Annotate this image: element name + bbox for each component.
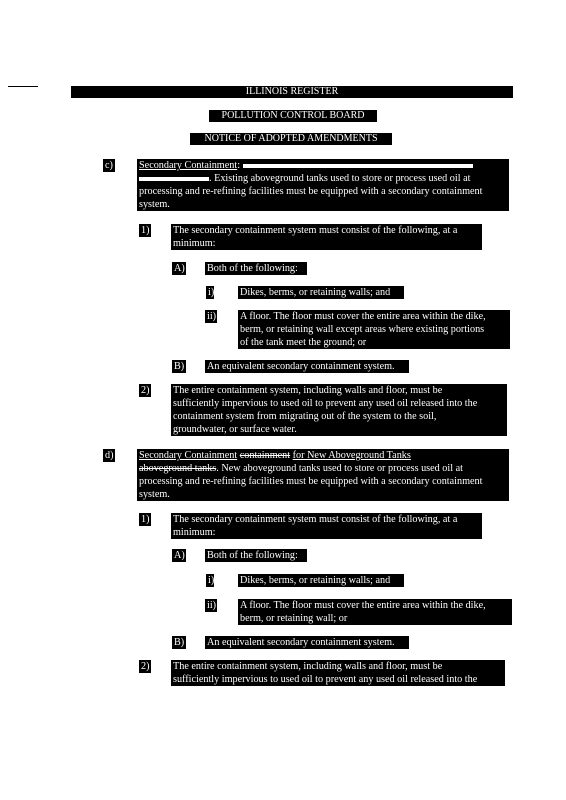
register-title: ILLINOIS REGISTER (245, 86, 339, 97)
d1ai-marker-text: i) (208, 575, 215, 586)
d2-line2: sufficiently impervious to used oil to prevent any used oil released into the (173, 674, 478, 685)
c1a-text (205, 262, 307, 275)
c1a-marker (172, 262, 186, 275)
section-c-line1: Secondary Containment: (139, 159, 507, 172)
d1-marker (139, 513, 151, 526)
c2-marker (139, 384, 151, 397)
section-d-marker (103, 449, 115, 462)
c1-marker (139, 224, 151, 237)
d1aii-marker (205, 599, 217, 612)
c1aii-line2: berm, or retaining wall except areas where existing portions (240, 324, 485, 335)
c1aii-line3: of the tank meet the ground; or (240, 337, 367, 348)
c2-marker-text: 2) (141, 385, 150, 396)
c1-paragraph (171, 224, 482, 250)
section-c-paragraph (137, 159, 509, 211)
section-d-heading: Secondary Containment (139, 450, 238, 461)
section-d-line2-text: . New aboveground tanks used to store or process used oil at (216, 463, 463, 474)
d2-marker (139, 660, 151, 673)
d1ai-text (238, 574, 404, 587)
c1-line2: minimum: (173, 238, 216, 249)
section-c-marker (103, 159, 115, 172)
notice-title (190, 133, 392, 145)
section-c-line4: system. (139, 199, 170, 210)
section-d-heading-rest: for New Aboveground Tanks (292, 450, 411, 461)
register-header (71, 86, 513, 98)
c1-line1: The secondary containment system must consist of the following, at a (173, 225, 458, 236)
d1aii-line1: A floor. The floor must cover the entire area within the dike, (240, 600, 486, 611)
d1-line2: minimum: (173, 527, 216, 538)
section-d-line1 (139, 449, 507, 462)
c1ai-marker (206, 286, 214, 299)
d1ai-marker (206, 574, 214, 587)
c1-marker-text: 1) (141, 225, 150, 236)
c2-line4: groundwater, or surface water. (173, 424, 297, 435)
section-c-heading: Secondary Containment (139, 160, 238, 171)
board-title-text: POLLUTION CONTROL BOARD (221, 110, 365, 121)
d1aii-line2: berm, or retaining wall; or (240, 613, 348, 624)
d1aii-marker-text: ii) (207, 600, 217, 611)
c2-line1: The entire containment system, including walls and floor, must be (173, 385, 443, 396)
section-d-marker-text: d) (105, 450, 114, 461)
d2-marker-text: 2) (141, 661, 150, 672)
section-d-paragraph (137, 449, 509, 501)
section-c-line3: processing and re-refining facilities must be equipped with a secondary containment (139, 186, 483, 197)
c1aii-line1: A floor. The floor must cover the entire area within the dike, (240, 311, 486, 322)
section-d-line3: processing and re-refining facilities must be equipped with a secondary containment (139, 476, 483, 487)
notice-title-text: NOTICE OF ADOPTED AMENDMENTS (204, 133, 378, 144)
d1a-marker-text: A) (174, 550, 185, 561)
left-margin-rule (8, 86, 38, 87)
c2-line2: sufficiently impervious to used oil to prevent any used oil released into the (173, 398, 478, 409)
c1a-text-span: Both of the following: (207, 263, 298, 274)
c1b-marker-text: B) (174, 361, 185, 372)
section-d-line2 (139, 462, 507, 475)
d1a-text-span: Both of the following: (207, 550, 298, 561)
d1b-text-span: An equivalent secondary containment system. (207, 637, 395, 648)
redacted-strike-2 (139, 177, 209, 181)
d1ai-text-span: Dikes, berms, or retaining walls; and (240, 575, 391, 586)
c1aii-marker (205, 310, 217, 323)
d1-line1: The secondary containment system must consist of the following, at a (173, 514, 458, 525)
section-c-marker-text: c) (105, 160, 113, 171)
section-c-line2: . Existing aboveground tanks used to store or process used oil at (139, 172, 507, 185)
c2-line3: containment system from migrating out of the system to the soil, (173, 411, 437, 422)
c1aii-paragraph (238, 310, 510, 349)
redacted-strike-1 (243, 164, 473, 168)
board-title (209, 110, 377, 122)
d1b-text (205, 636, 409, 649)
section-d-line2-strike: aboveground tanks (139, 463, 217, 474)
d1a-marker (172, 549, 186, 562)
c1ai-text (238, 286, 404, 299)
d2-line1: The entire containment system, including walls and floor, must be (173, 661, 443, 672)
d1b-marker-text: B) (174, 637, 185, 648)
c1b-marker (172, 360, 186, 373)
c1b-text (205, 360, 409, 373)
section-d-line4: system. (139, 489, 170, 500)
section-d-heading-strike: containment (239, 450, 291, 461)
c1ai-marker-text: i) (208, 287, 215, 298)
d1a-text (205, 549, 307, 562)
d2-paragraph (171, 660, 505, 686)
c1ai-text-span: Dikes, berms, or retaining walls; and (240, 287, 391, 298)
c1a-marker-text: A) (174, 263, 185, 274)
c2-paragraph (171, 384, 507, 436)
d1-paragraph (171, 513, 482, 539)
c1b-text-span: An equivalent secondary containment system. (207, 361, 395, 372)
d1b-marker (172, 636, 186, 649)
c1aii-marker-text: ii) (207, 311, 217, 322)
section-c-line2-text: Existing aboveground tanks used to store or process used oil at (214, 173, 471, 184)
d1aii-paragraph (238, 599, 512, 625)
d1-marker-text: 1) (141, 514, 150, 525)
